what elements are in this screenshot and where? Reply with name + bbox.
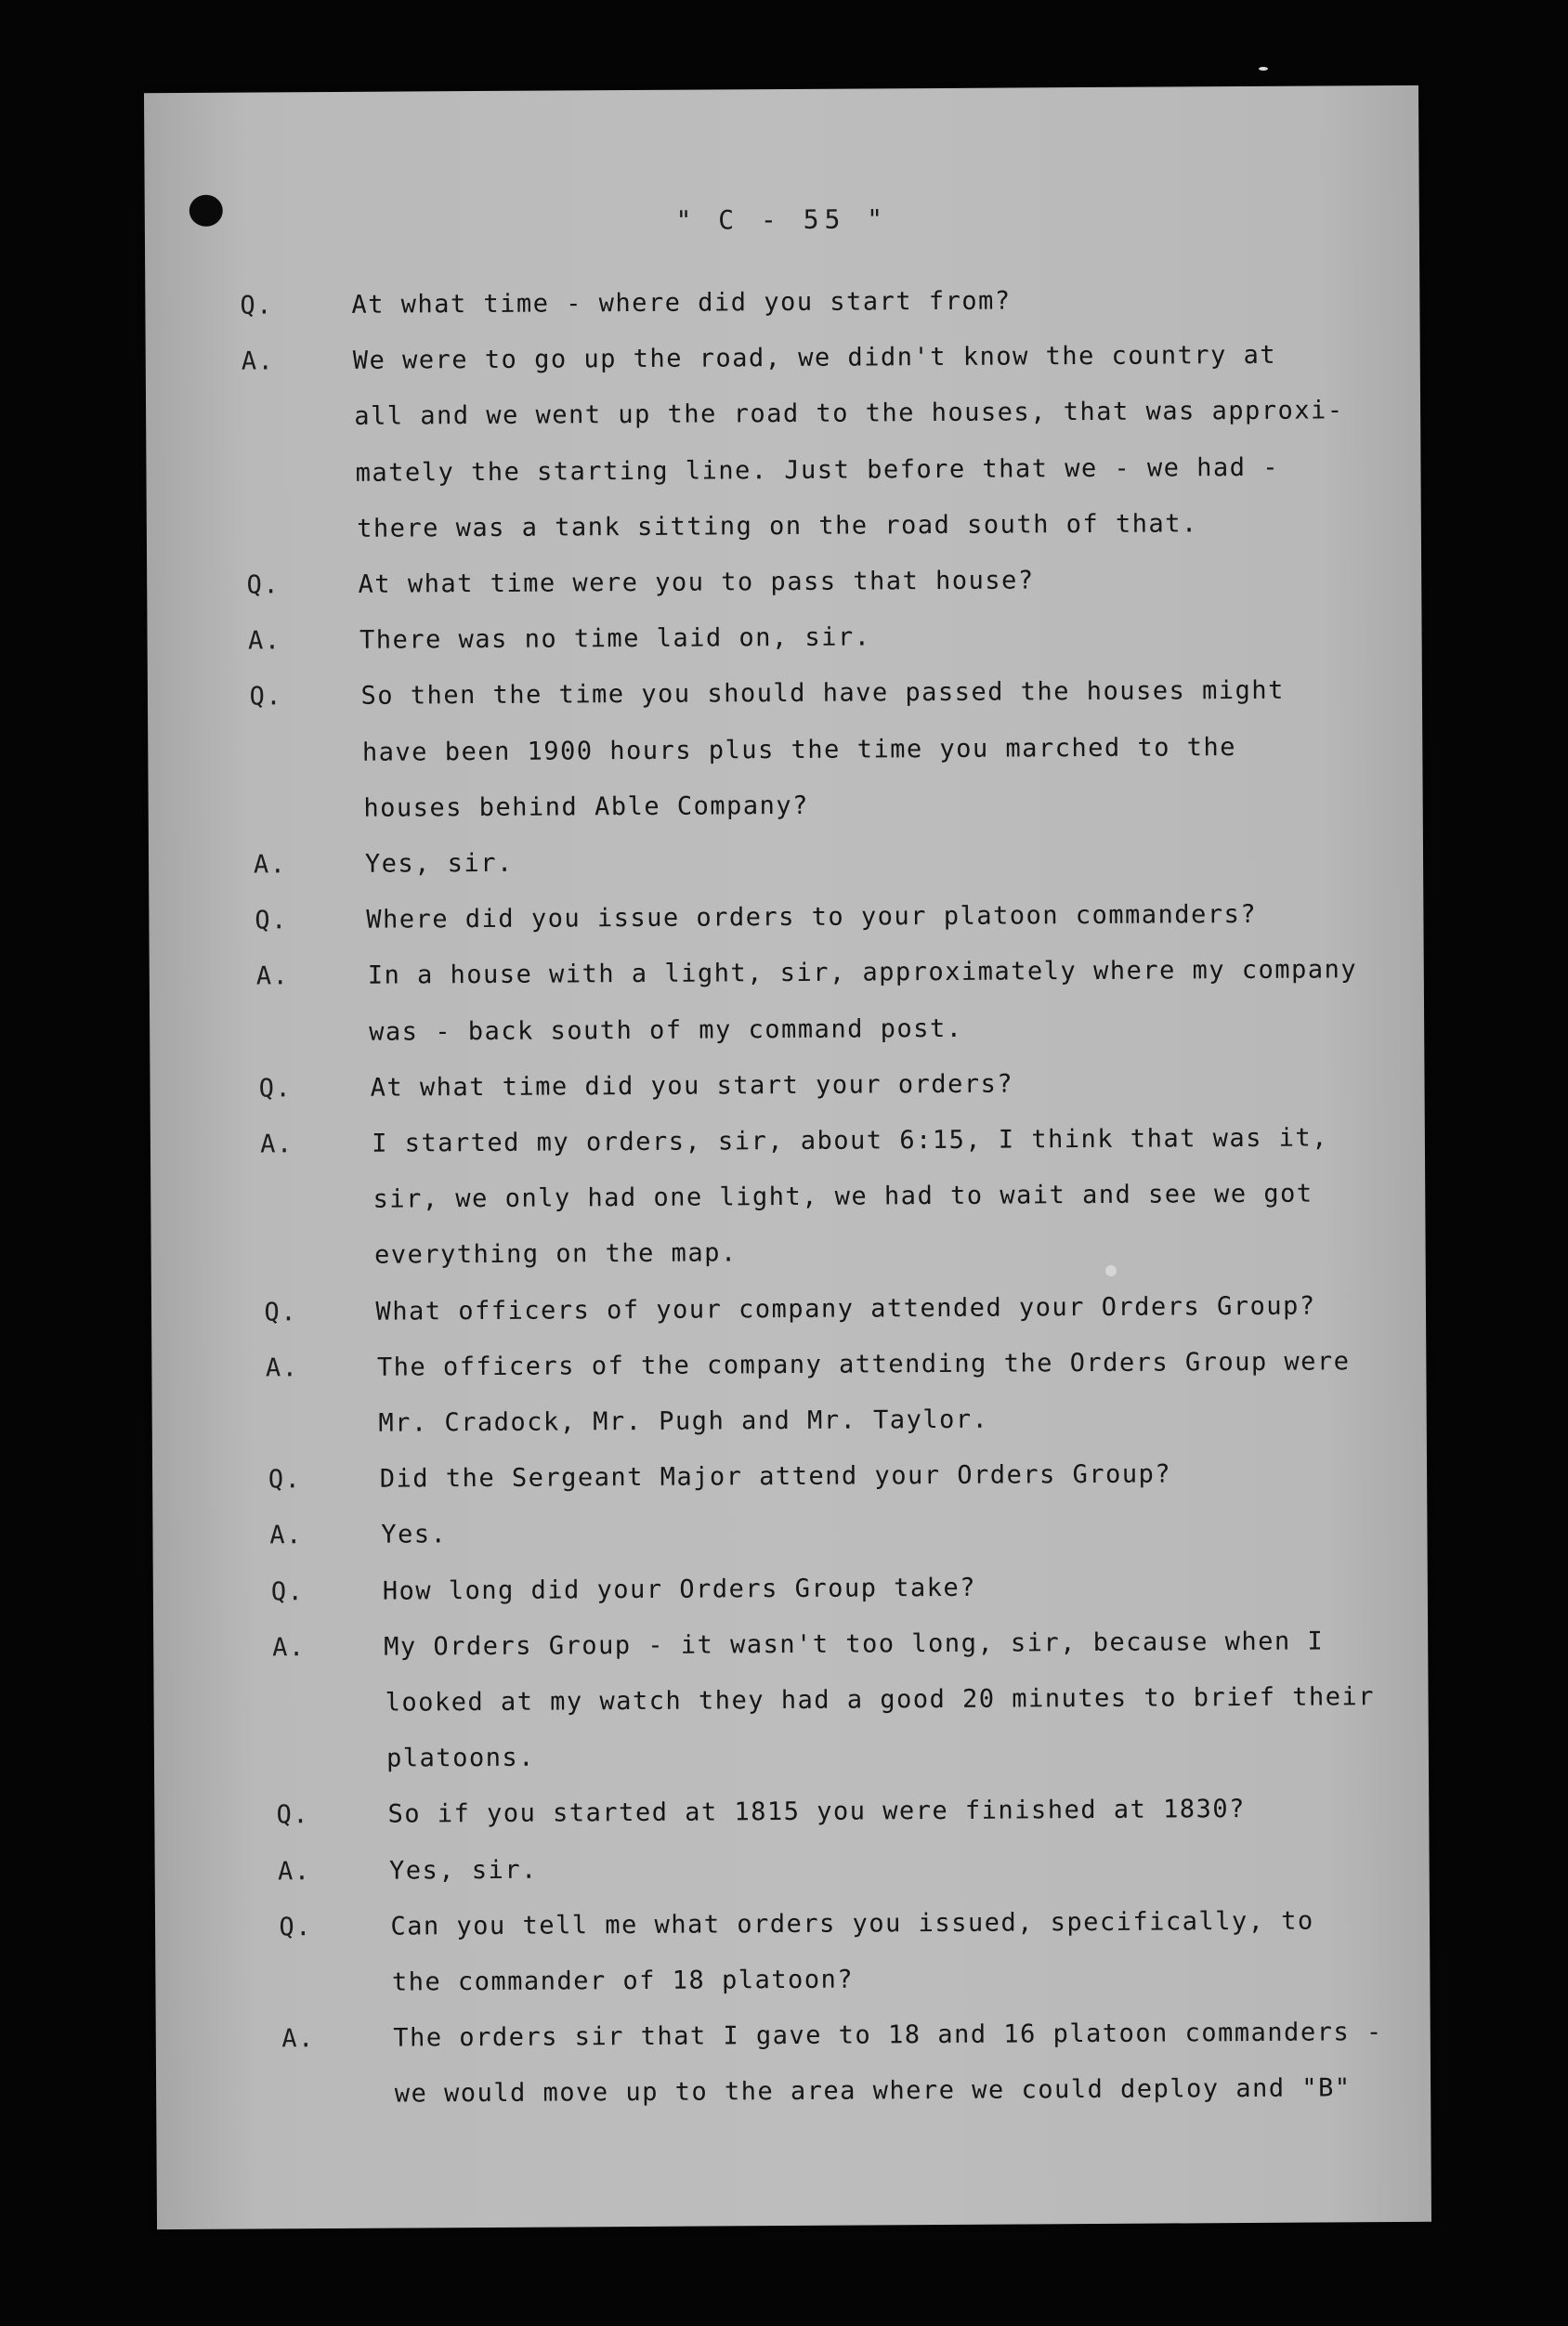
transcript-text: sir, we only had one light, we had to wait and see we got (372, 1179, 1313, 1214)
transcript-text: My Orders Group - it wasn't too long, sir, because when I (384, 1627, 1325, 1662)
page-header: " C - 55 " (675, 203, 889, 236)
answer-marker: A. (255, 961, 290, 991)
answer-marker: A. (269, 1521, 303, 1550)
transcript-text: The officers of the company attending the Orders Group were (376, 1347, 1351, 1382)
transcript-text: So then the time you should have passed the houses might (360, 676, 1285, 712)
transcript-text: So if you started at 1815 you were finished at 1830? (387, 1795, 1246, 1830)
transcript-line (177, 1627, 1385, 1663)
transcript-text: In a house with a light, sir, approximately where my company (367, 955, 1358, 991)
transcript-line (175, 1514, 1382, 1550)
transcript-line (147, 340, 1354, 376)
question-marker: Q. (264, 1297, 298, 1327)
question-marker: Q. (258, 1074, 293, 1104)
transcript-line (148, 396, 1355, 432)
document-page (144, 85, 1431, 2229)
transcript-text: have been 1900 hours plus the time you marched to the (361, 732, 1237, 767)
transcript-line (152, 564, 1360, 600)
transcript-line (162, 955, 1369, 991)
answer-marker: A. (281, 2024, 315, 2054)
transcript-line (150, 452, 1357, 488)
transcript-text: At what time - where did you start from? (351, 286, 1012, 320)
transcript-line (181, 1794, 1389, 1830)
answer-marker: A. (253, 850, 287, 880)
transcript-text: What officers of your company attended your Orders Group? (375, 1291, 1316, 1326)
question-marker: Q. (255, 906, 288, 935)
transcript-text: Where did you issue orders to your platoon commanders? (366, 900, 1258, 934)
transcript-text: Yes. (381, 1520, 448, 1550)
answer-marker: A. (241, 346, 275, 376)
answer-marker: A. (272, 1632, 306, 1663)
transcript-line (163, 1012, 1370, 1047)
transcript-line (179, 1682, 1387, 1718)
transcript-text: Did the Sergeant Major attend your Orders Group? (379, 1459, 1172, 1494)
transcript-text: Yes, sir. (364, 848, 514, 879)
transcript-line (164, 1067, 1372, 1104)
transcript-text: houses behind Able Company? (363, 791, 809, 823)
transcript-line (156, 732, 1364, 767)
transcript-line (169, 1291, 1377, 1327)
transcript-line (180, 1738, 1388, 1773)
transcript-text: there was a tank sitting on the road south of that. (357, 509, 1198, 543)
transcript-line (159, 843, 1366, 880)
transcript-text: mately the starting line. Just before that we - we had - (355, 452, 1280, 488)
question-marker: Q. (279, 1912, 313, 1942)
transcript-text: everything on the map. (373, 1238, 738, 1271)
transcript-text: we would move up to the area where we could deploy and "B" (394, 2073, 1352, 2109)
scan-speck (1105, 1265, 1117, 1276)
transcript-line (174, 1458, 1381, 1495)
transcript-line (160, 899, 1367, 935)
answer-marker: A. (260, 1130, 294, 1159)
transcript-line (145, 284, 1352, 320)
transcript-text: The orders sir that I gave to 18 and 16 platoon commanders - (393, 2018, 1383, 2053)
transcript-line (154, 676, 1362, 712)
transcript-line (176, 1571, 1384, 1606)
question-marker: Q. (240, 291, 273, 320)
transcript-line (172, 1403, 1379, 1438)
transcript-line (157, 788, 1365, 823)
answer-marker: A. (247, 626, 281, 656)
transcript-text: the commander of 18 platoon? (391, 1965, 855, 1997)
question-marker: Q. (268, 1465, 302, 1495)
transcript-line (168, 1235, 1376, 1271)
scan-speck (1259, 67, 1268, 71)
answer-marker: A. (265, 1353, 299, 1383)
transcript-text: all and we went up the road to the houses, that was approxi- (354, 396, 1344, 432)
transcript-text: There was no time laid on, sir. (359, 622, 871, 655)
transcript-line (167, 1179, 1375, 1214)
transcript-line (171, 1347, 1379, 1383)
transcript-text: We were to go up the road, we didn't know the country at (352, 340, 1277, 376)
transcript-text: At what time were you to pass that house? (358, 566, 1035, 599)
transcript-text: looked at my watch they had a good 20 minutes to brief their (385, 1682, 1376, 1718)
transcript-text: platoons. (386, 1743, 536, 1773)
transcript-text: At what time did you start your orders? (370, 1069, 1014, 1103)
question-marker: Q. (276, 1800, 310, 1830)
answer-marker: A. (277, 1856, 311, 1886)
transcript-line (150, 508, 1358, 543)
transcript-text: Can you tell me what orders you issued, specifically, to (390, 1906, 1314, 1941)
transcript-text: was - back south of my command post. (369, 1013, 963, 1047)
transcript-line (165, 1123, 1373, 1159)
transcript-line (184, 1906, 1392, 1942)
transcript-line (187, 2018, 1394, 2054)
transcript-text: Mr. Cradock, Mr. Pugh and Mr. Taylor. (378, 1405, 989, 1438)
question-marker: Q. (270, 1576, 305, 1606)
question-marker: Q. (246, 570, 281, 600)
transcript-line (189, 2073, 1396, 2109)
transcript-text: Yes, sir. (388, 1855, 538, 1886)
transcript-line (183, 1850, 1391, 1886)
transcript-text: How long did your Orders Group take? (382, 1573, 977, 1606)
question-marker: Q. (249, 682, 283, 712)
transcript-text: I started my orders, sir, about 6:15, I think that was it, (372, 1123, 1329, 1158)
transcript-line (153, 620, 1361, 656)
transcript-line (186, 1962, 1393, 1997)
